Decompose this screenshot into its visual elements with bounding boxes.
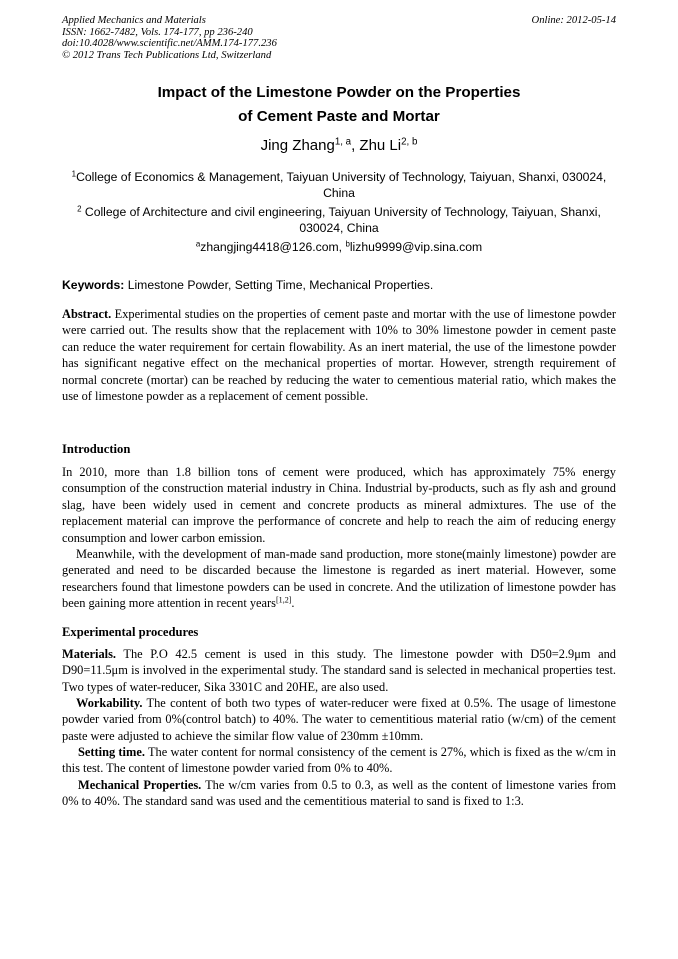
intro-paragraph-1: In 2010, more than 1.8 billion tons of cement were produced, which has approximately 75% energy consumption of the construction material industry in China. Industrial by-products, such as fly ash and ground slag, have been widely used in cement and concrete products as mineral admixtures. The use of the replacement material can improve the performance of concrete and help to reach the aim of reducing energy consumption and lower carbon emission. [62, 465, 616, 545]
email-superscript: b [345, 239, 350, 249]
materials-text: The P.O 42.5 cement is used in this study. The limestone powder with D50=2.9μm and D90=11.5μm is involved in the experimental study. The standard sand is selected in mechanical properties test. Two types of water-reducer, Sika 3301C and 20HE, are also used. [62, 647, 616, 694]
mechanical-properties-paragraph [62, 777, 616, 810]
online-date: Online: 2012-05-14 [531, 15, 616, 26]
materials-paragraph [62, 646, 616, 695]
keywords [62, 277, 616, 293]
author-name: Jing Zhang [260, 137, 335, 154]
author-superscript: 1, a [334, 136, 352, 148]
affiliation-1 [62, 170, 616, 201]
workability-label: Workability. [76, 696, 143, 710]
section-heading-introduction: Introduction [62, 442, 131, 456]
abstract [62, 306, 616, 404]
title-line-1: Impact of the Limestone Powder on the Properties [157, 84, 521, 101]
mechanical-properties-label: Mechanical Properties. [78, 778, 202, 792]
author-emails [62, 239, 616, 255]
journal-header [62, 15, 616, 61]
affiliation-superscript: 2 [77, 204, 82, 214]
affiliation-text: College of Economics & Management, Taiyuan University of Technology, Taiyuan, Shanxi, 030024, China [76, 170, 607, 200]
author-name: Zhu Li [359, 137, 402, 154]
title-line-2: of Cement Paste and Mortar [238, 108, 440, 125]
author-superscript: 2, b [401, 136, 418, 148]
author-list [62, 136, 616, 156]
intro-paragraph-2 [62, 546, 616, 612]
keywords-text: Limestone Powder, Setting Time, Mechanical Properties. [124, 278, 434, 292]
keywords-label: Keywords: [62, 278, 125, 292]
affiliation-text: College of Architecture and civil engineering, Taiyuan University of Technology, Taiyuan, Shanxi, 030024, China [84, 205, 601, 235]
affiliation-2 [62, 205, 616, 236]
intro-paragraph-2-end: . [291, 596, 295, 611]
email-superscript: a [195, 239, 201, 249]
copyright-line: © 2012 Trans Tech Publications Ltd, Switzerland [62, 49, 272, 61]
workability-paragraph [62, 695, 616, 744]
materials-label: Materials. [62, 647, 117, 661]
abstract-label: Abstract. [62, 307, 112, 321]
citation: [1,2] [276, 595, 292, 605]
author-separator: , [351, 137, 360, 154]
abstract-text: Experimental studies on the properties of cement paste and mortar with the use of limestone powder were carried out. The results show that the replacement with 10% to 30% limestone powder in cement paste can reduce the water requirement for certain flowability. As an inert material, the use of the limestone powder has significant negative effect on the mechanical properties of mortar. However, strength requirement of normal concrete (mortar) can be reached by reducing the water to cementious material ratio, which makes the use of limestone powder as a replacement of cement possible. [62, 307, 616, 404]
intro-paragraph-2-text: Meanwhile, with the development of man-made sand production, more stone(mainly limestone) powder are generated and need to be discarded because the limestone is regarded as inert material. However, some researchers found that limestone powders can be used in concrete. And the utilization of limestone powder has been gaining more attention in recent years [62, 547, 616, 611]
setting-time-text: The water content for normal consistency of the cement is 27%, which is fixed as the w/cm in this test. The content of limestone powder varied from 0% to 40%. [62, 745, 617, 776]
section-heading-experimental: Experimental procedures [62, 625, 199, 639]
paper-title [62, 81, 616, 129]
journal-name: Applied Mechanics and Materials [62, 15, 206, 26]
email-link[interactable]: lizhu9999@vip.sina.com [349, 240, 483, 254]
issn-line: ISSN: 1662-7482, Vols. 174-177, pp 236-240 [62, 26, 253, 38]
email-link[interactable]: zhangjing4418@126.com, [200, 240, 346, 254]
affiliation-superscript: 1 [71, 169, 77, 179]
doi-line: doi:10.4028/www.scientific.net/AMM.174-177.236 [62, 38, 277, 50]
setting-time-paragraph [62, 744, 616, 777]
mechanical-properties-text: The w/cm varies from 0.5 to 0.3, as well as the content of limestone varies from 0% to 40%. The standard sand was used and the cementitious material to sand is fixed to 1:3. [62, 778, 617, 809]
setting-time-label: Setting time. [78, 745, 145, 759]
workability-text: The content of both two types of water-reducer were fixed at 0.5%. The usage of limestone powder varied from 0%(control batch) to 40%. The water to cementitious material ratio (w/cm) of the cement paste were adjusted to achieve the similar flow value of 230mm ±10mm. [62, 696, 616, 743]
